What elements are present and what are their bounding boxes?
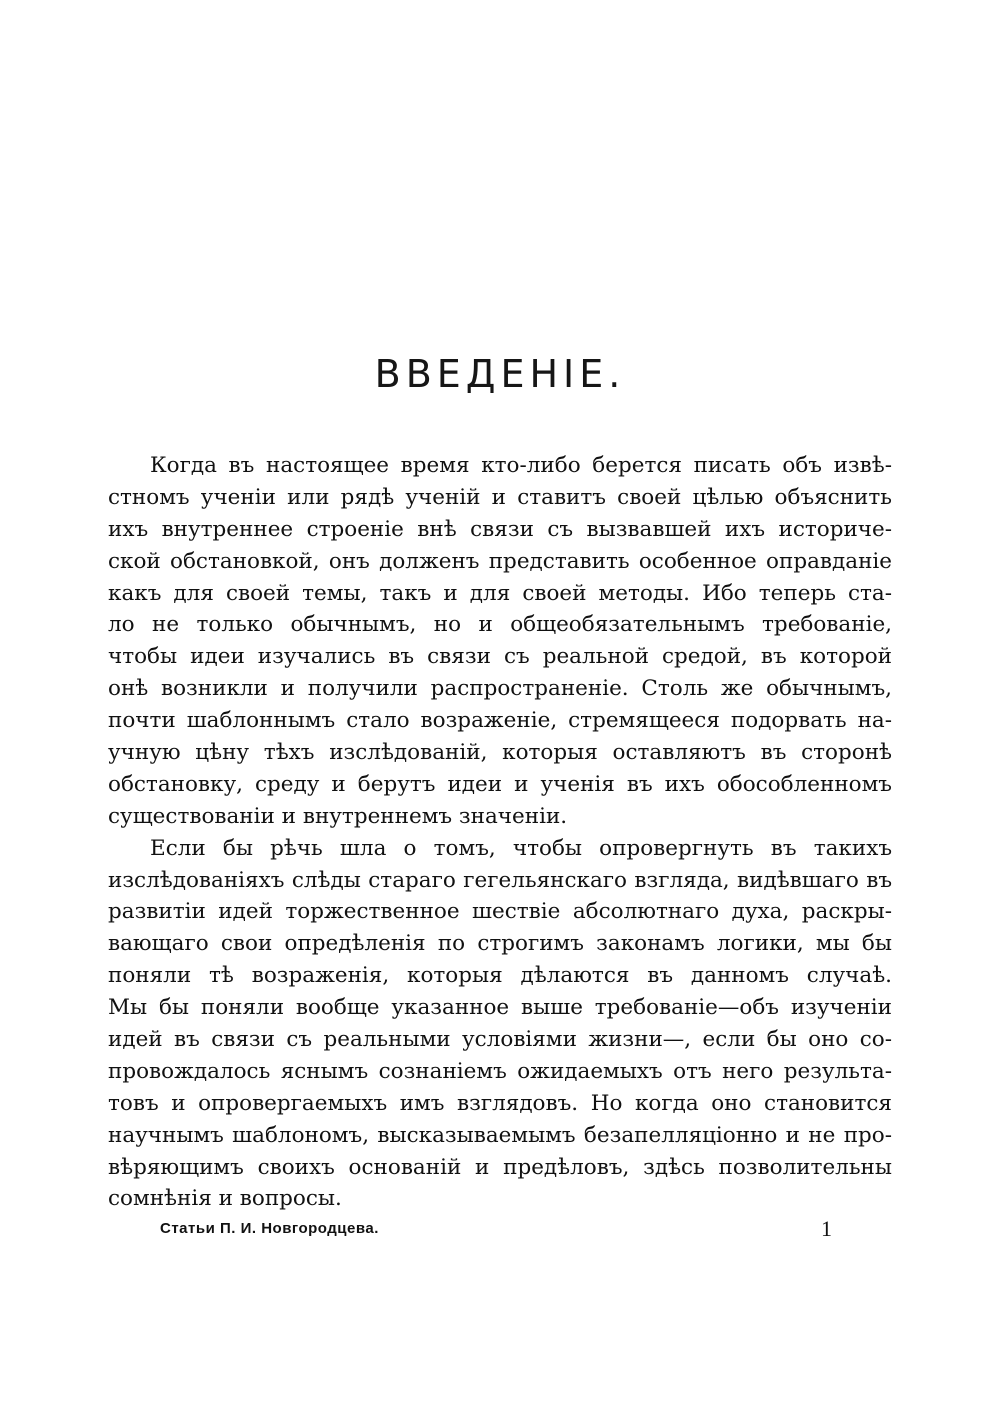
page-footer: [160, 1214, 832, 1244]
text-line: сомнѣнія и вопросы.: [108, 1186, 342, 1212]
text-line: стномъ ученіи или рядѣ ученій и ставитъ своей цѣлью объяснить: [108, 484, 892, 510]
page-number: 1: [821, 1216, 832, 1241]
text-line: обстановку, среду и берутъ идеи и ученія въ ихъ обособленномъ: [108, 771, 892, 797]
body-text: [108, 450, 892, 1215]
text-line: учную цѣну тѣхъ изслѣдованій, которыя оставляютъ въ сторонѣ: [108, 740, 892, 766]
text-line: ихъ внутреннее строеніе внѣ связи съ вызвавшей ихъ историче-: [108, 516, 892, 542]
text-line: Если бы рѣчь шла о томъ, чтобы опровергнуть въ такихъ: [150, 835, 892, 861]
text-line: онѣ возникли и получили распространеніе. Столь же обычнымъ,: [108, 676, 892, 702]
text-line: Мы бы поняли вообще указанное выше требованіе—объ изученіи: [108, 995, 892, 1021]
text-line: научнымъ шаблономъ, высказываемымъ безапелляціонно и не про-: [108, 1122, 892, 1148]
text-line: чтобы идеи изучались въ связи съ реальной средой, въ которой: [108, 644, 892, 670]
text-line: существованіи и внутреннемъ значеніи.: [108, 803, 568, 829]
text-line: развитіи идей торжественное шествіе абсолютнаго духа, раскры-: [108, 899, 892, 925]
text-line: ской обстановкой, онъ долженъ представить особенное оправданіе: [108, 548, 892, 574]
text-line: Когда въ настоящее время кто-либо берется писать объ извѣ-: [150, 453, 892, 478]
text-line: провождалось яснымъ сознаніемъ ожидаемыхъ отъ него результа-: [108, 1058, 892, 1084]
text-line: вающаго свои опредѣленія по строгимъ законамъ логики, мы бы: [108, 931, 892, 957]
text-line: поняли тѣ возраженія, которыя дѣлаются въ данномъ случаѣ.: [108, 963, 892, 989]
text-line: какъ для своей темы, такъ и для своей методы. Ибо теперь ста-: [108, 580, 892, 606]
text-line: почти шаблоннымъ стало возраженіе, стремящееся подорвать на-: [108, 708, 892, 734]
chapter-heading: ВВЕДЕНІЕ.: [374, 352, 626, 396]
signature-mark: Статьи П. И. Новгородцева.: [160, 1220, 379, 1237]
text-line: идей въ связи съ реальными условіями жизни—, если бы оно со-: [108, 1027, 892, 1053]
text-line: вѣряющимъ своихъ основаній и предѣловъ, здѣсь позволительны: [108, 1154, 892, 1180]
text-line: изслѣдованіяхъ слѣды стараго гегельянскаго взгляда, видѣвшаго въ: [108, 867, 892, 893]
text-line: ло не только обычнымъ, но и общеобязательнымъ требованіе,: [108, 612, 892, 638]
text-line: товъ и опровергаемыхъ имъ взглядовъ. Но когда оно становится: [108, 1090, 892, 1116]
